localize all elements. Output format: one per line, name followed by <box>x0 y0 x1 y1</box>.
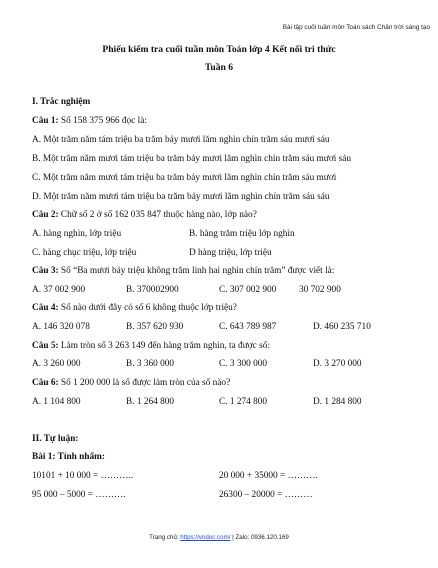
calc-item-1: 10101 + 10 000 = ……….. <box>32 471 134 481</box>
question-text: Số 158 375 966 đọc là: <box>58 116 147 126</box>
calc-item-3: 95 000 – 5000 = ………. <box>32 490 126 500</box>
question-text: Số nào dưới đây có số 6 không thuộc lớp triệu? <box>58 303 237 313</box>
page-title: Phiếu kiểm tra cuối tuần môn Toán lớp 4 Kết nối tri thức <box>102 44 336 55</box>
q4-option-c: C. 643 789 987 <box>219 322 277 332</box>
q5-option-c: C. 3 300 000 <box>219 359 268 369</box>
q4-option-d: D. 460 235 710 <box>313 322 371 332</box>
question-label: Câu 2: <box>32 210 59 220</box>
page-footer <box>0 534 438 541</box>
page-subtitle: Tuần 6 <box>204 62 234 73</box>
q1-option-d: D. Một trăm năm mươi tám triệu ba trăm bảy mươi lăm nghìn chín trăm sáu sáu <box>32 192 330 202</box>
q6-option-a: A. 1 104 800 <box>32 397 81 407</box>
question-text: Số “Ba mươi bảy triệu không trăm linh hai nghìn chín trăm” được viết là: <box>58 266 335 276</box>
q6-option-c: C. 1 274 800 <box>219 397 268 407</box>
q5-option-d: D. 3 270 000 <box>313 359 362 369</box>
q3-option-a: A. 37 002 900 <box>32 285 86 295</box>
q5-option-a: A. 3 260 000 <box>32 359 81 369</box>
question-label: Câu 6: <box>32 378 59 388</box>
question-text: Làm tròn số 3 263 149 đến hàng trăm nghìn, ta được số: <box>58 341 270 351</box>
q1-option-a: A. Một trăm năm tám triệu ba trăm bảy mươi lăm nghìn chín trăm sáu mươi sáu <box>32 135 330 145</box>
q1-option-b: B. Một trăm năm mươi tám triệu ba trăm bảy mươi lăm nghìn chín trăm sáu mươi sáu <box>32 154 352 164</box>
footer-prefix: Trang chủ: <box>149 534 181 541</box>
q1-option-c: C. Một trăm năm mươi tám triệu ba trăm bảy mươi lăm nghìn chín trăm sáu mươi <box>32 173 337 183</box>
question-label: Câu 1: <box>32 116 59 126</box>
homepage-link[interactable]: https://vndoc.com/ <box>180 534 231 541</box>
q2-option-c: C. hàng chục triệu, lớp triệu <box>32 248 137 258</box>
question-6 <box>32 378 230 388</box>
calc-item-4: 26300 – 20000 = ……… <box>219 490 313 500</box>
q6-option-b: B. 1 264 800 <box>126 397 175 407</box>
question-label: Câu 5: <box>32 341 59 351</box>
q2-option-a: A. hàng nghìn, lớp triệu <box>32 229 122 239</box>
question-label: Câu 4: <box>32 303 59 313</box>
section-heading-multiple-choice: I. Trắc nghiệm <box>32 97 91 107</box>
q3-option-c: C. 307 002 900 <box>219 285 277 295</box>
q3-option-b: B. 370002900 <box>126 285 179 295</box>
question-1 <box>32 116 147 126</box>
question-text: Chữ số 2 ở số 162 035 847 thuộc hàng nào, lớp nào? <box>58 210 257 220</box>
question-3 <box>32 266 334 276</box>
q3-option-d: 30 702 900 <box>299 285 341 295</box>
calc-item-2: 20 000 + 35000 = ………. <box>219 471 318 481</box>
section-heading-essay: II. Tự luận: <box>32 434 79 444</box>
question-2 <box>32 210 257 220</box>
footer-contact: | Zalo: 0936.120.169 <box>230 534 289 541</box>
q4-option-b: B. 357 620 930 <box>126 322 184 332</box>
question-text: Số 1 200 000 là số được làm tròn của số nào? <box>58 378 231 388</box>
question-label: Câu 3: <box>32 266 59 276</box>
q6-option-d: D. 1 284 800 <box>313 397 362 407</box>
q5-option-b: B. 3 360 000 <box>126 359 175 369</box>
q4-option-a: A. 146 320 078 <box>32 322 90 332</box>
header-note: Bài tập cuối tuần môn Toán sách Chân trời sáng tạo <box>282 24 430 31</box>
question-5 <box>32 341 270 351</box>
q2-option-d: D hàng triệu, lớp triệu <box>189 248 272 258</box>
question-4 <box>32 303 237 313</box>
q2-option-b: B. hàng trăm triệu lớp nghìn <box>189 229 295 239</box>
exercise-1-heading: Bài 1: Tính nhẩm: <box>32 452 105 462</box>
